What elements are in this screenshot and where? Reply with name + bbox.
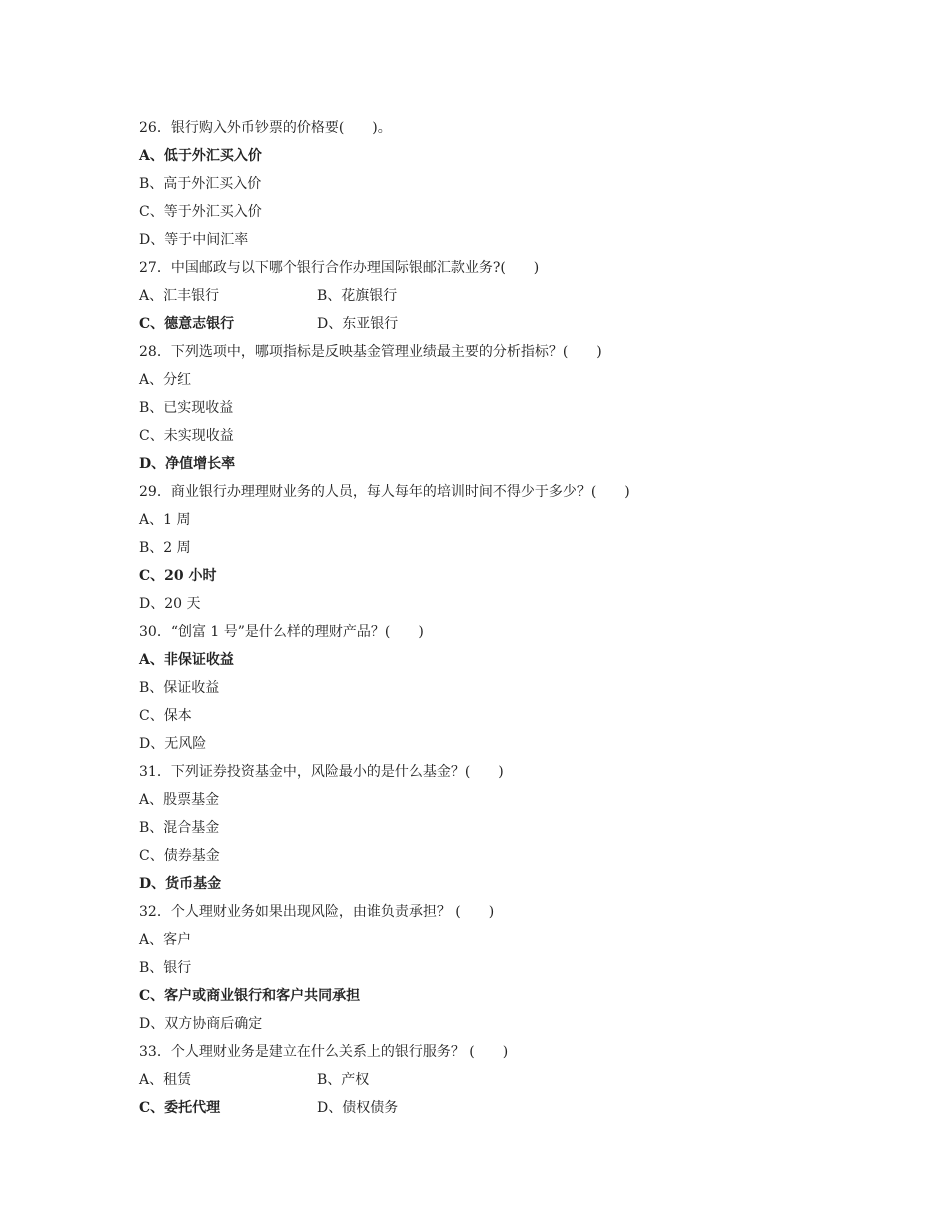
question-stem: 28．下列选项中，哪项指标是反映基金管理业绩最主要的分析指标？( ) <box>139 344 602 360</box>
option-d: D、20 天 <box>139 596 201 612</box>
option-row <box>139 1094 890 1122</box>
option-a: A、非保证收益 <box>139 652 234 668</box>
question-stem: 27．中国邮政与以下哪个银行合作办理国际银邮汇款业务?( ) <box>139 260 540 276</box>
question-stem: 30．“创富 1 号”是什么样的理财产品？( ) <box>139 624 424 640</box>
option-a: A、租赁 <box>139 1072 192 1088</box>
option-a: A、1 周 <box>139 512 191 528</box>
option-d: D、东亚银行 <box>317 316 399 332</box>
question-stem: 31．下列证券投资基金中，风险最小的是什么基金？( ) <box>139 764 504 780</box>
option-a: A、股票基金 <box>139 792 220 808</box>
option-d: D、净值增长率 <box>139 456 236 472</box>
question-list <box>139 114 890 1122</box>
option-b: B、高于外汇买入价 <box>139 176 262 192</box>
option-b: B、产权 <box>317 1072 370 1088</box>
option-d: D、债权债务 <box>317 1100 399 1116</box>
option-row <box>139 282 890 310</box>
option-a: A、分红 <box>139 372 192 388</box>
option-c: C、债券基金 <box>139 848 220 864</box>
option-row <box>139 310 890 338</box>
question-stem: 32．个人理财业务如果出现风险，由谁负责承担？ ( ) <box>139 904 495 920</box>
option-d: D、等于中间汇率 <box>139 232 249 248</box>
option-c: C、未实现收益 <box>139 428 234 444</box>
option-c: C、德意志银行 <box>139 316 235 332</box>
option-d: D、货币基金 <box>139 876 222 892</box>
option-b: B、混合基金 <box>139 820 220 836</box>
option-b: B、银行 <box>139 960 192 976</box>
question-stem: 29．商业银行办理理财业务的人员，每人每年的培训时间不得少于多少？( ) <box>139 484 630 500</box>
option-c: C、20 小时 <box>139 568 217 584</box>
option-a: A、低于外汇买入价 <box>139 148 262 164</box>
option-b: B、已实现收益 <box>139 400 234 416</box>
option-b: B、花旗银行 <box>317 288 398 304</box>
option-a: A、客户 <box>139 932 192 948</box>
option-b: B、2 周 <box>139 540 191 556</box>
option-c: C、保本 <box>139 708 192 724</box>
option-c: C、客户或商业银行和客户共同承担 <box>139 988 361 1004</box>
option-d: D、双方协商后确定 <box>139 1016 263 1032</box>
option-d: D、无风险 <box>139 736 207 752</box>
option-c: C、等于外汇买入价 <box>139 204 262 220</box>
option-row <box>139 1066 890 1094</box>
question-stem: 26．银行购入外币钞票的价格要( )。 <box>139 120 392 136</box>
option-a: A、汇丰银行 <box>139 288 220 304</box>
question-stem: 33．个人理财业务是建立在什么关系上的银行服务？ ( ) <box>139 1044 509 1060</box>
option-c: C、委托代理 <box>139 1100 221 1116</box>
option-b: B、保证收益 <box>139 680 220 696</box>
